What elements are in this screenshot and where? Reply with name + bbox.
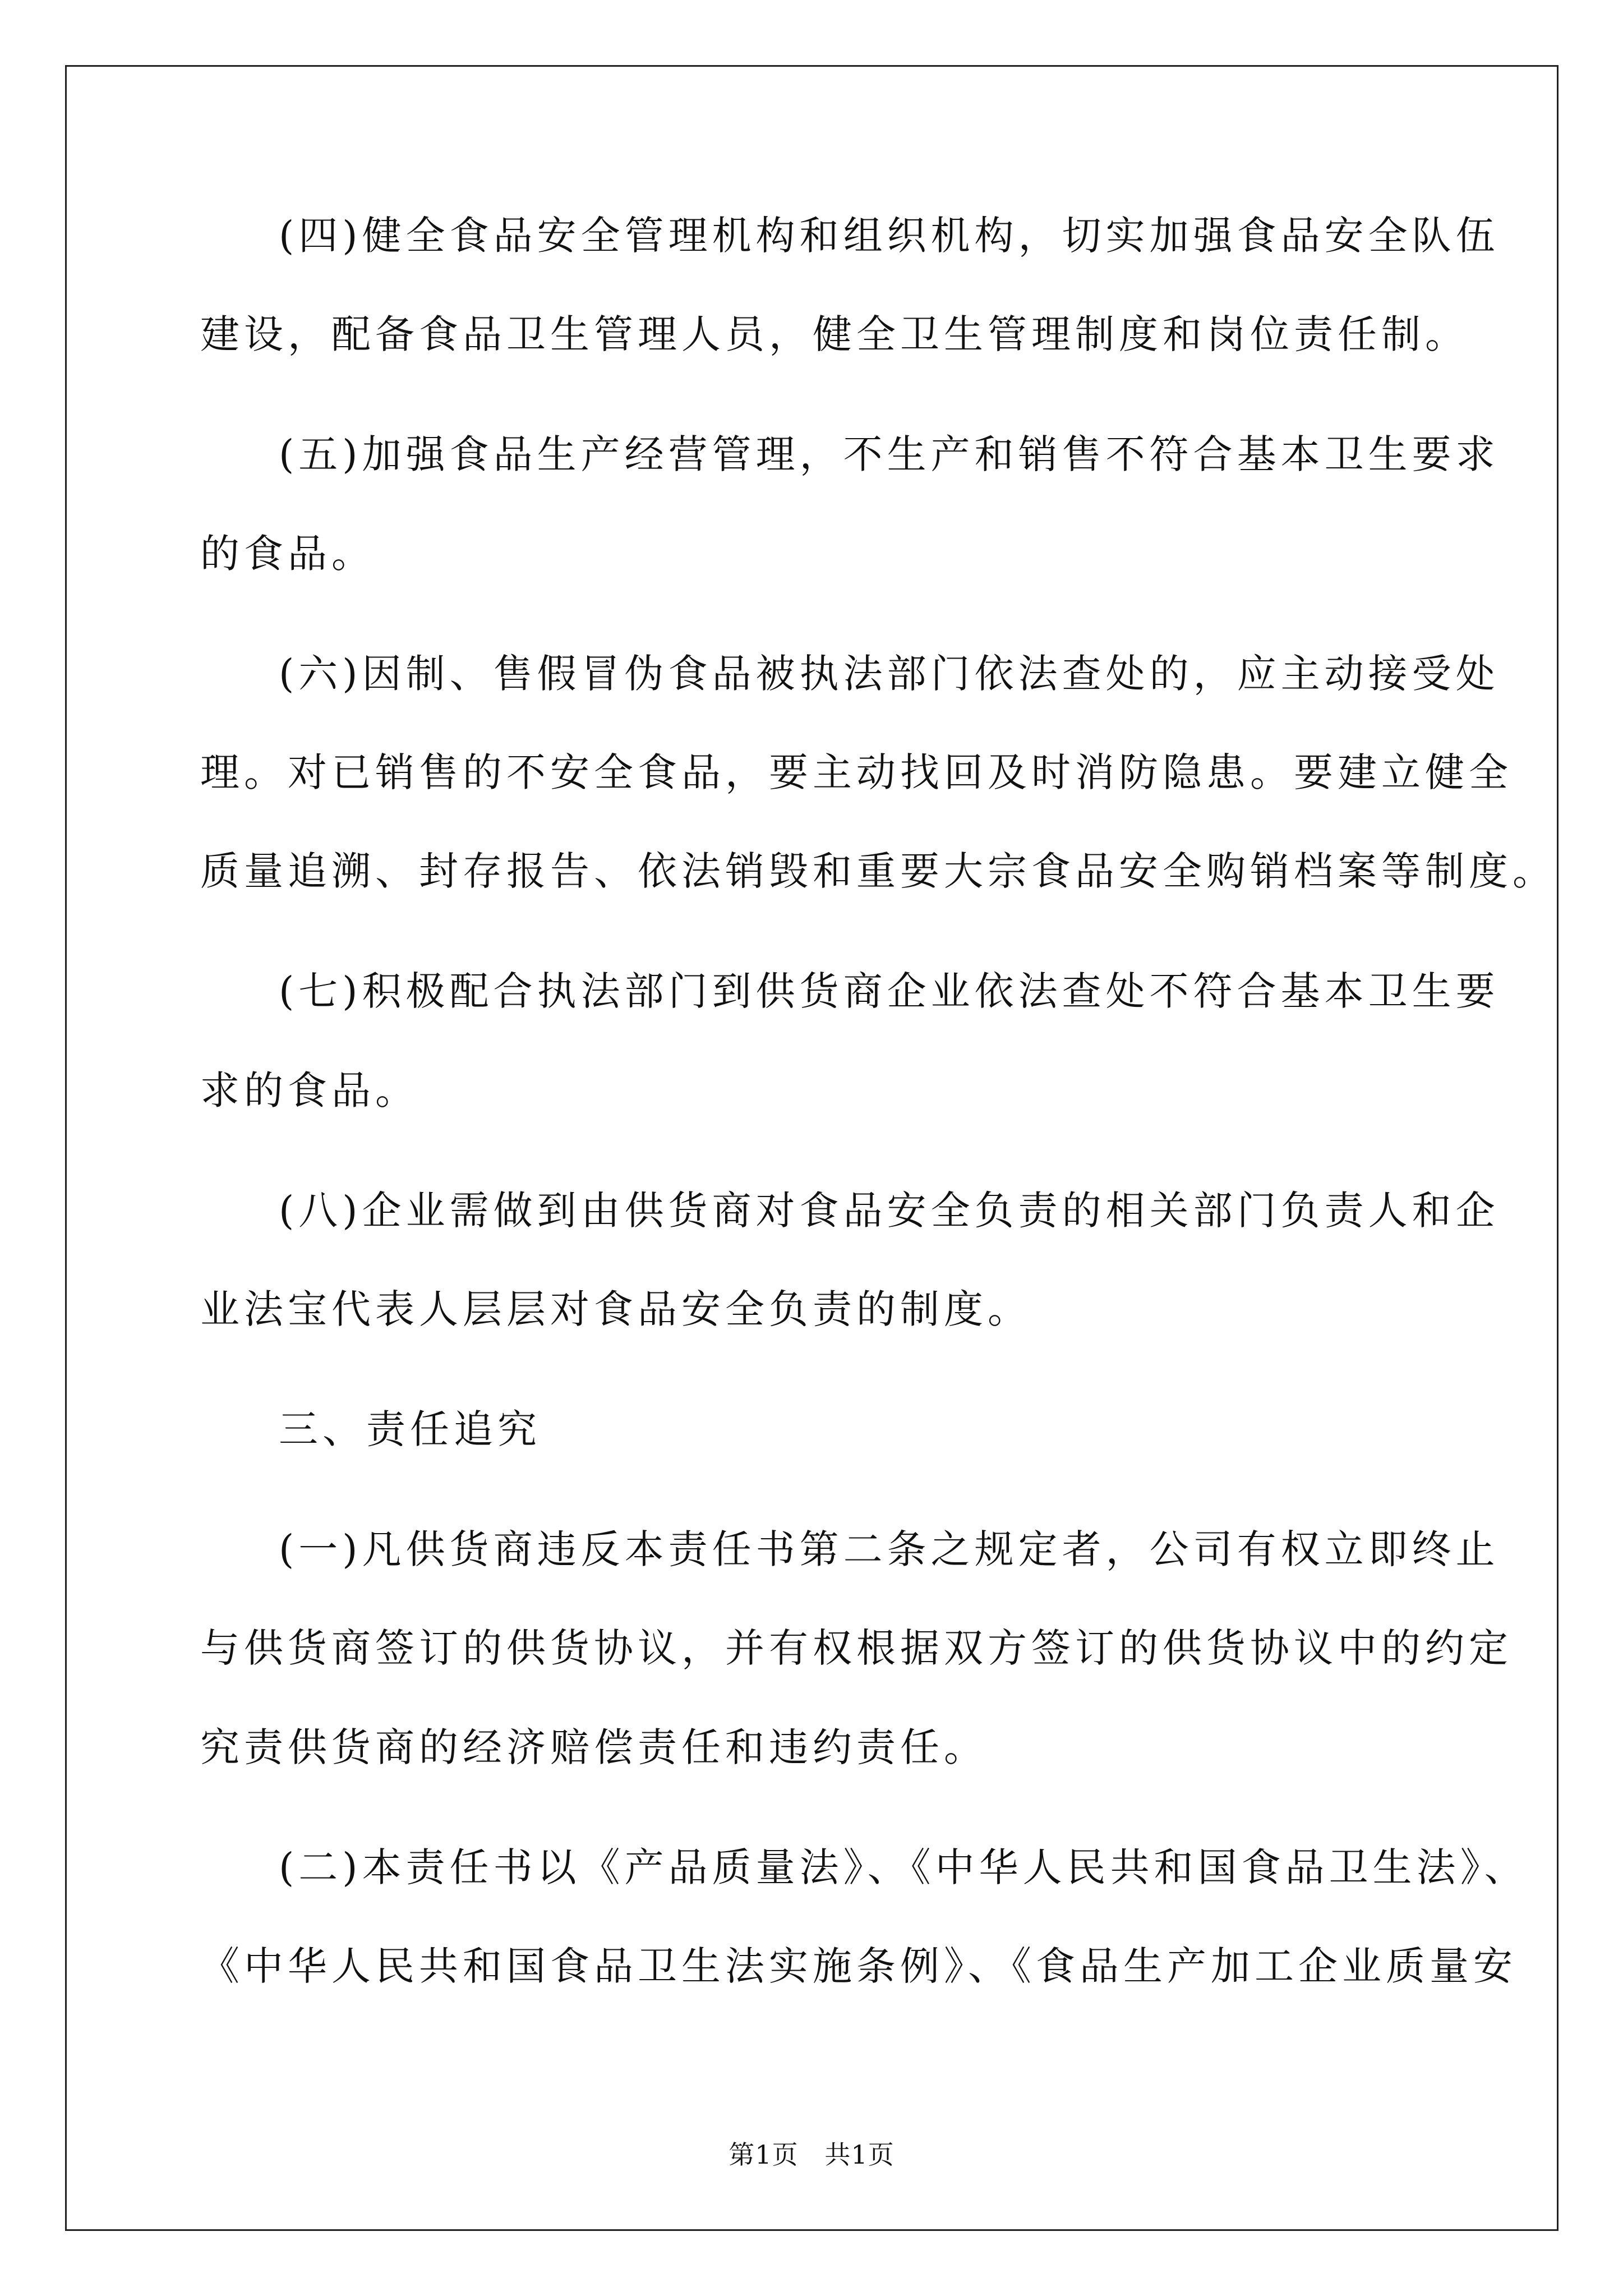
paragraph-line: 质量追溯、封存报告、依法销毁和重要大宗食品安全购销档案等制度。 [200,848,1556,894]
paragraph-line: (七)积极配合执法部门到供货商企业依法查处不符合基本卫生要 [279,968,1500,1014]
paragraph-line: 建设，配备食品卫生管理人员，健全卫生管理制度和岗位责任制。 [200,311,1469,357]
page-number-footer: 第1页 共1页 [728,2139,895,2170]
paragraph-line: (一)凡供货商违反本责任书第二条之规定者，公司有权立即终止 [279,1526,1500,1572]
paragraph-line: 求的食品。 [200,1068,419,1114]
paragraph-line: 《中华人民共和国食品卫生法实施条例》、《食品生产加工企业质量安 [200,1943,1517,1989]
paragraph-line: 究责供货商的经济赔偿责任和违约责任。 [200,1724,988,1770]
paragraph-line: 的食品。 [200,531,375,577]
paragraph-line: (八)企业需做到由供货商对食品安全负责的相关部门负责人和企 [279,1188,1500,1234]
paragraph-line: 理。对已销售的不安全食品，要主动找回及时消防隐患。要建立健全 [200,749,1513,795]
paragraph-line: (二)本责任书以《产品质量法》、《中华人民共和国食品卫生法》、 [279,1844,1528,1890]
paragraph-line: 业法宝代表人层层对食品安全负责的制度。 [200,1286,1031,1332]
paragraph-line: 与供货商签订的供货协议，并有权根据双方签订的供货协议中的约定 [200,1625,1513,1671]
paragraph-line: (五)加强食品生产经营管理，不生产和销售不符合基本卫生要求 [279,431,1500,477]
paragraph-line: (四)健全食品安全管理机构和组织机构，切实加强食品安全队伍 [279,213,1500,259]
section-heading: 三、责任追究 [279,1406,541,1452]
paragraph-line: (六)因制、售假冒伪食品被执法部门依法查处的，应主动接受处 [279,651,1500,697]
page-border [65,65,1559,2231]
